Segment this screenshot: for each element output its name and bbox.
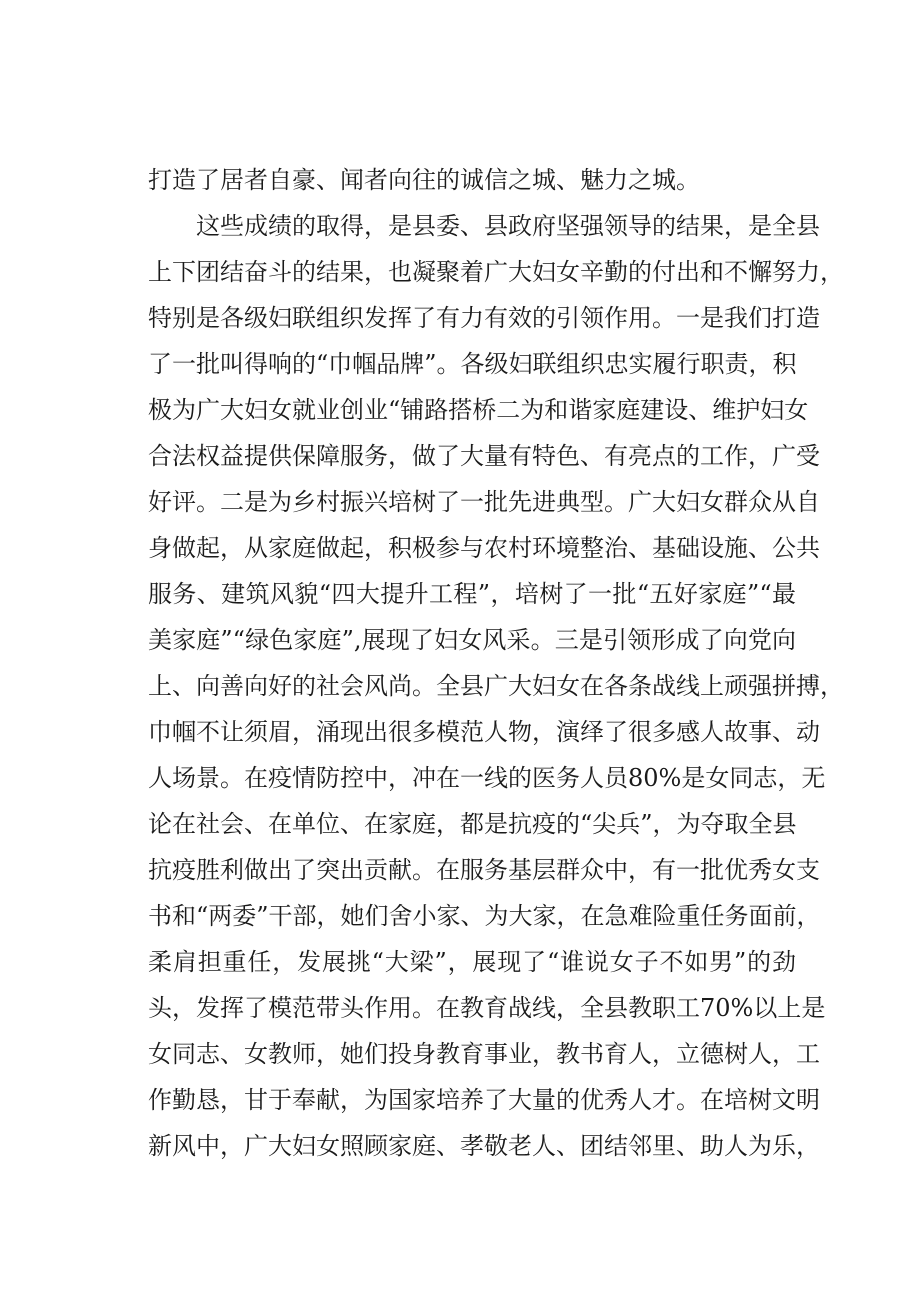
text-line: 新风中，广大妇女照顾家庭、孝敬老人、团结邻里、助人为乐，	[148, 1132, 820, 1160]
body-text	[148, 157, 844, 1169]
text-line: 了一批叫得响的“巾帼品牌”。各级妇联组织忠实履行职责，积	[148, 350, 797, 378]
text-line: 好评。二是为乡村振兴培树了一批先进典型。广大妇女群众从自	[148, 488, 820, 516]
text-line: 书和“两委”干部，她们舍小家、为大家，在急难险重任务面前，	[148, 902, 821, 930]
text-line: 服务、建筑风貌“四大提升工程”，培树了一批“五好家庭”“最	[148, 580, 796, 608]
text-line: 极为广大妇女就业创业“铺路搭桥二为和谐家庭建设、维护妇女	[148, 396, 809, 424]
text-line: 抗疫胜利做出了突出贡献。在服务基层群众中，有一批优秀女支	[148, 856, 820, 884]
text-line: 身做起，从家庭做起，积极参与农村环境整治、基础设施、公共	[148, 534, 820, 562]
text-line: 作勤恳，甘于奉献，为国家培养了大量的优秀人才。在培树文明	[148, 1086, 820, 1114]
text-line: 上下团结奋斗的结果，也凝聚着广大妇女辛勤的付出和不懈努力，	[148, 258, 844, 286]
text-line: 巾帼不让须眉，涌现出很多模范人物，演绎了很多感人故事、动	[148, 718, 820, 746]
text-line: 打造了居者自豪、闻者向往的诚信之城、魅力之城。	[148, 166, 700, 194]
text-line: 美家庭”“绿色家庭”,展现了妇女风采。三是引领形成了向党向	[148, 626, 796, 654]
text-line: 柔肩担重任，发展挑“大梁”，展现了“谁说女子不如男”的劲	[148, 948, 796, 976]
text-line: 特别是各级妇联组织发挥了有力有效的引领作用。一是我们打造	[148, 304, 820, 332]
paragraph-start-line: 这些成绩的取得，是县委、县政府坚强领导的结果，是全县	[196, 212, 820, 240]
text-line: 女同志、女教师，她们投身教育事业，教书育人，立德树人，工	[148, 1040, 820, 1068]
text-line: 上、向善向好的社会风尚。全县广大妇女在各条战线上顽强拼搏，	[148, 672, 844, 700]
text-line: 论在社会、在单位、在家庭，都是抗疫的“尖兵”，为夺取全县	[148, 810, 797, 838]
text-line: 人场景。在疫情防控中，冲在一线的医务人员80%是女同志，无	[148, 764, 826, 792]
text-line: 合法权益提供保障服务，做了大量有特色、有亮点的工作，广受	[148, 442, 820, 470]
text-line: 头，发挥了模范带头作用。在教育战线，全县教职工70%以上是	[148, 994, 826, 1022]
